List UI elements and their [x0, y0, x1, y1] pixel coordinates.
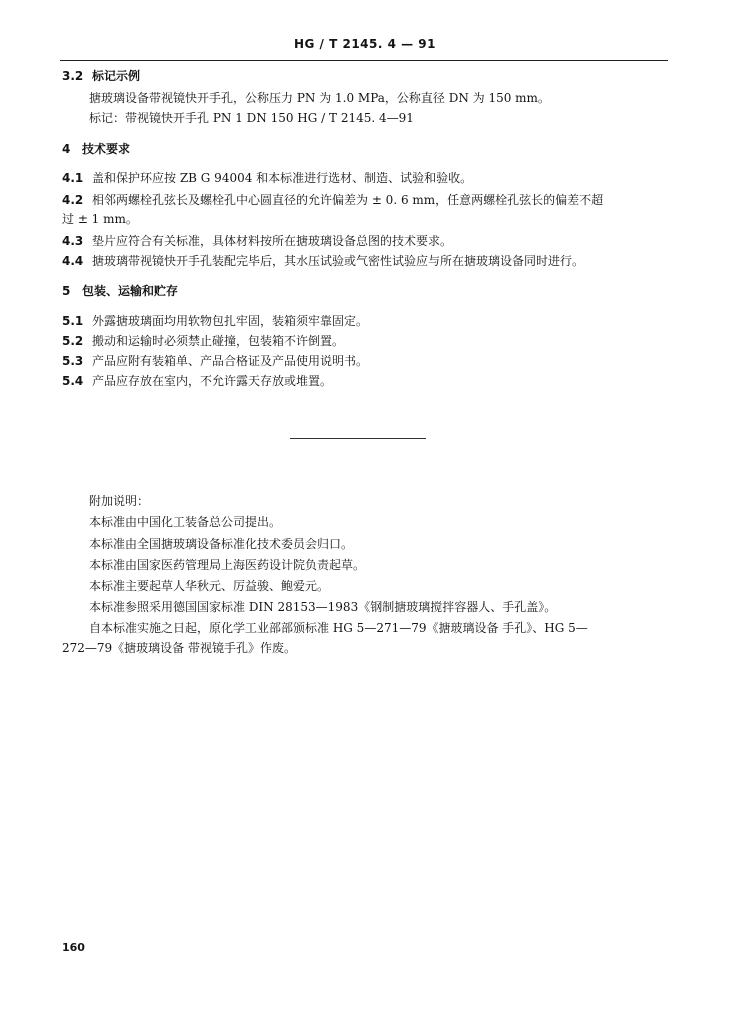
section-title: 技术要求	[82, 142, 131, 156]
clause-5-2	[62, 334, 344, 349]
section-separator	[290, 438, 426, 439]
clause-number: 5.2	[62, 334, 84, 348]
clause-5-1	[62, 314, 368, 329]
clause-number: 5.3	[62, 354, 84, 368]
clause-4-4	[62, 254, 584, 269]
clause-text: 产品应附有装箱单、产品合格证及产品使用说明书。	[92, 354, 369, 368]
clause-text: 产品应存放在室内，不允许露天存放或堆置。	[92, 374, 333, 388]
section-title: 包装、运输和贮存	[82, 284, 179, 298]
note-line: 自本标准实施之日起，原化学工业部部颁标准 HG 5—271—79《搪玻璃设备 手孔》、HG 5—	[89, 621, 588, 635]
clause-text: 相邻两螺栓孔弦长及螺栓孔中心圆直径的允许偏差为 ± 0. 6 mm，任意两螺栓孔弦长的偏差不超	[92, 193, 604, 207]
standard-code-header: HG / T 2145. 4 — 91	[293, 37, 437, 51]
note-line: 本标准参照采用德国国家标准 DIN 28153—1983《钢制搪玻璃搅拌容器人、手孔盖》。	[89, 600, 557, 614]
section-5-heading	[62, 284, 178, 299]
clause-number: 4.1	[62, 171, 84, 185]
clause-number: 4.3	[62, 234, 84, 248]
marking-example-text: 搪玻璃设备带视镜快开手孔，公称压力 PN 为 1.0 MPa，公称直径 DN 为 150 mm。	[89, 91, 550, 105]
section-number: 3.2	[62, 69, 84, 83]
clause-text: 垫片应符合有关标准，具体材料按所在搪玻璃设备总图的技术要求。	[92, 234, 453, 248]
note-line: 本标准由全国搪玻璃设备标准化技术委员会归口。	[89, 537, 354, 551]
note-line: 本标准由国家医药管理局上海医药设计院负责起草。	[89, 558, 366, 572]
note-line-continued: 272—79《搪玻璃设备 带视镜手孔》作废。	[62, 641, 296, 655]
section-3-2-heading	[62, 69, 140, 84]
clause-5-4	[62, 374, 332, 389]
note-line: 本标准主要起草人华秋元、厉益骏、鲍爱元。	[89, 579, 330, 593]
page-number: 160	[62, 941, 85, 954]
clause-number: 4.2	[62, 193, 84, 207]
clause-4-3	[62, 234, 452, 249]
clause-4-2-continued: 过 ± 1 mm。	[62, 212, 138, 226]
section-title: 标记示例	[92, 69, 141, 83]
notes-title: 附加说明：	[89, 494, 150, 508]
clause-number: 4.4	[62, 254, 84, 268]
clause-number: 5.1	[62, 314, 84, 328]
section-number: 4	[62, 142, 71, 156]
section-number: 5	[62, 284, 71, 298]
clause-5-3	[62, 354, 368, 369]
clause-number: 5.4	[62, 374, 84, 388]
clause-4-1	[62, 171, 472, 186]
clause-text: 盖和保护环应按 ZB G 94004 和本标准进行选材、制造、试验和验收。	[92, 171, 473, 185]
header-rule	[60, 60, 668, 61]
section-4-heading	[62, 142, 130, 157]
marking-designation: 标记：带视镜快开手孔 PN 1 DN 150 HG / T 2145. 4—91	[89, 111, 414, 125]
clause-text: 外露搪玻璃面均用软物包扎牢固，装箱须牢靠固定。	[92, 314, 369, 328]
note-line: 本标准由中国化工装备总公司提出。	[89, 515, 282, 529]
clause-text: 搪玻璃带视镜快开手孔装配完毕后，其水压试验或气密性试验应与所在搪玻璃设备同时进行。	[92, 254, 585, 268]
clause-4-2	[62, 193, 603, 208]
clause-text: 搬动和运输时必须禁止碰撞，包装箱不许倒置。	[92, 334, 345, 348]
